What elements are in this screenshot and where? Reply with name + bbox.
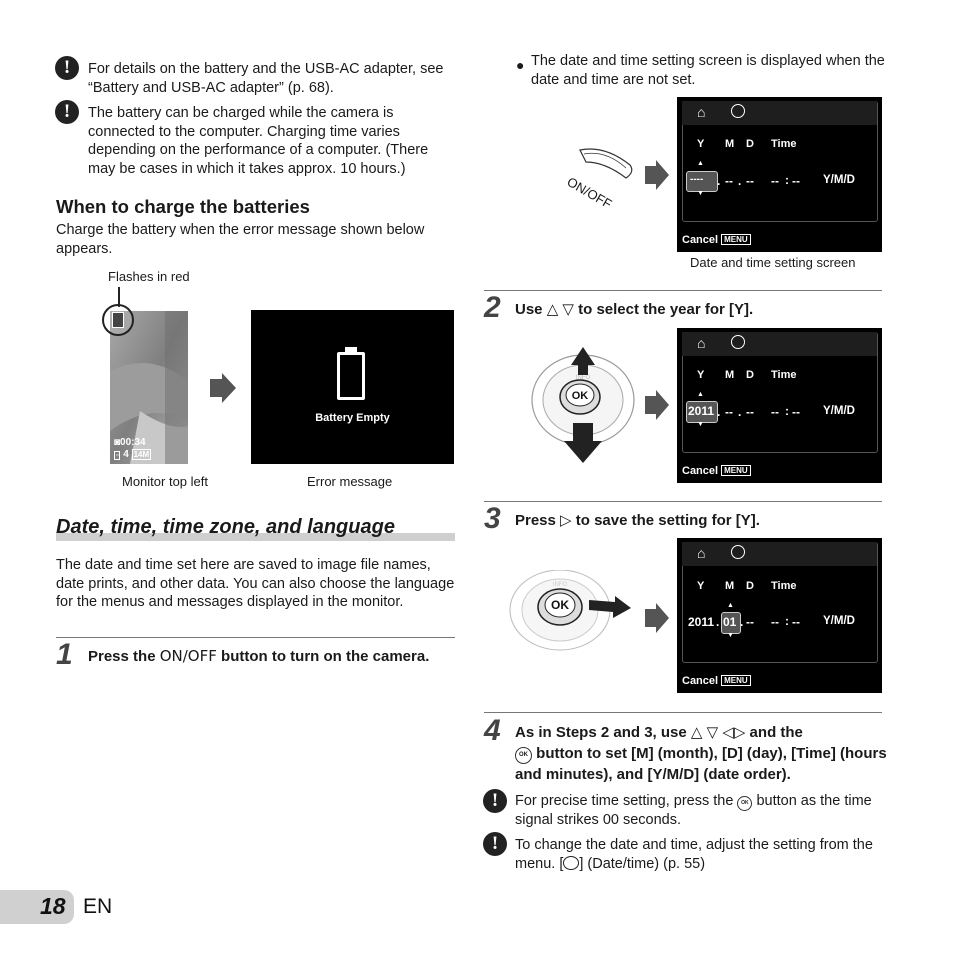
up-triangle-icon: △ xyxy=(546,301,559,318)
step1-rule xyxy=(56,637,455,638)
label-y: Y xyxy=(697,369,705,381)
step3-text xyxy=(515,510,760,531)
caution-icon: ! xyxy=(483,832,507,856)
dial-right-illustration xyxy=(505,570,635,660)
label-y: Y xyxy=(697,138,705,150)
battery-small-icon xyxy=(112,312,124,328)
clock-icon xyxy=(731,335,745,349)
onoff-key-label: ON/OFF xyxy=(159,647,217,665)
monitor-time-value: 00:34 xyxy=(120,437,146,448)
cancel-text: Cancel xyxy=(682,234,719,246)
step3-text-b: to save the setting for [Y]. xyxy=(571,512,760,529)
cancel-text: Cancel xyxy=(682,675,719,687)
cancel-label xyxy=(682,234,751,246)
label-d: D xyxy=(746,580,754,592)
language-code: EN xyxy=(83,895,113,918)
menu-button-icon: MENU xyxy=(721,675,751,686)
day-value: -- xyxy=(746,615,754,629)
monitor-size-value: 14M xyxy=(133,450,150,459)
sep-dot-2: . xyxy=(738,405,742,419)
monitor-time xyxy=(114,437,146,448)
step2-text-b: to select the year for [Y]. xyxy=(573,301,754,318)
flashes-label: Flashes in red xyxy=(108,269,190,284)
ok-button-label: OK xyxy=(571,390,589,402)
month-value: -- xyxy=(725,405,733,419)
minute-value: -- xyxy=(792,405,800,419)
ok-button-label: OK xyxy=(551,598,569,612)
step3-number: 3 xyxy=(484,502,501,535)
sep-dot-1: . xyxy=(716,615,720,629)
down-caret: ▼ xyxy=(697,190,704,197)
label-d: D xyxy=(746,369,754,381)
step2-text-a: Use xyxy=(515,301,547,318)
bullet-dot: ● xyxy=(516,57,525,73)
charge-body: Charge the battery when the error message shown below appears. xyxy=(56,222,425,257)
ok-circle-icon: OK xyxy=(737,796,752,811)
label-time: Time xyxy=(771,369,797,381)
year-value: 2011 xyxy=(688,404,715,418)
note-battery-details: For details on the battery and the USB-AC adapter, see “Battery and USB-AC adapter” (p. 68). xyxy=(88,61,444,96)
year-value: ---- xyxy=(690,174,704,185)
clock-icon xyxy=(563,856,579,870)
minute-value: -- xyxy=(792,174,800,188)
month-value: 01 xyxy=(723,615,737,629)
monitor-count xyxy=(114,449,151,460)
label-time: Time xyxy=(771,138,797,150)
section-title: Date, time, time zone, and language xyxy=(56,516,395,538)
step1-number: 1 xyxy=(56,638,73,671)
right-bullet-text: The date and time setting screen is displayed when the date and time are not set. xyxy=(531,53,885,88)
minute-value: -- xyxy=(792,615,800,629)
hour-value: -- xyxy=(771,174,779,188)
label-m: M xyxy=(725,580,735,592)
home-icon: ⌂ xyxy=(697,104,706,120)
note-change-date-b: ] (Date/time) (p. 55) xyxy=(579,855,706,872)
home-icon: ⌂ xyxy=(697,335,706,351)
direction-triangles-icon: △ ▽ ◁▷ xyxy=(690,724,746,741)
screen-caption: Date and time setting screen xyxy=(690,255,856,270)
step1-text-b: button to turn on the camera. xyxy=(216,648,430,665)
step4-text-b: and the xyxy=(745,724,803,741)
sep-dot-1: . xyxy=(717,174,721,188)
clock-icon xyxy=(731,545,745,559)
sep-dot-2: . xyxy=(740,615,744,629)
hour-value: -- xyxy=(771,615,779,629)
hour-value: -- xyxy=(771,405,779,419)
note-precise-time-a: For precise time setting, press the xyxy=(515,793,738,809)
onoff-label: ON/OFF xyxy=(564,174,615,212)
section-body: The date and time set here are saved to image file names, date prints, and other data. You can also choose the language for the menus and messages displayed in the monitor. xyxy=(56,557,455,610)
info-label: INFO xyxy=(552,582,568,588)
date-order-value: Y/M/D xyxy=(823,405,855,417)
sep-dot-2: . xyxy=(738,174,742,188)
step4-number: 4 xyxy=(484,714,501,747)
battery-empty-icon xyxy=(337,352,365,400)
dial-updown-illustration xyxy=(528,345,638,465)
step4-text xyxy=(515,722,887,785)
caution-icon: ! xyxy=(483,789,507,813)
sep-dot-1: . xyxy=(717,405,721,419)
step1-text xyxy=(88,646,448,667)
screen-topbar xyxy=(682,332,877,356)
year-value: 2011 xyxy=(688,615,715,629)
up-caret: ▲ xyxy=(697,160,704,167)
date-screen-initial xyxy=(677,97,882,252)
screen-topbar xyxy=(682,101,877,125)
label-time: Time xyxy=(771,580,797,592)
note-change-date xyxy=(515,836,885,873)
page-number: 18 xyxy=(40,893,66,919)
label-m: M xyxy=(725,369,735,381)
cancel-label xyxy=(682,465,751,477)
error-screen xyxy=(251,310,454,464)
caution-icon: ! xyxy=(55,100,79,124)
up-caret: ▲ xyxy=(697,391,704,398)
home-icon: ⌂ xyxy=(697,545,706,561)
right-arrow-icon xyxy=(645,603,669,633)
step4-text-c: button to set [M] (month), [D] (day), [Time] (hours and minutes), and [Y/M/D] (date order). xyxy=(515,745,887,783)
step3-rule xyxy=(484,501,882,502)
step1-text-a: Press the xyxy=(88,648,160,665)
label-m: M xyxy=(725,138,735,150)
clock-icon xyxy=(731,104,745,118)
date-screen-month xyxy=(677,538,882,693)
date-order-value: Y/M/D xyxy=(823,174,855,186)
right-arrow-icon xyxy=(645,160,669,190)
step2-text xyxy=(515,299,753,320)
step4-text-a: As in Steps 2 and 3, use xyxy=(515,724,691,741)
caution-icon: ! xyxy=(55,56,79,80)
label-y: Y xyxy=(697,580,705,592)
date-order-value: Y/M/D xyxy=(823,615,855,627)
step2-rule xyxy=(484,290,882,291)
right-arrow-icon xyxy=(210,373,236,403)
step3-text-a: Press xyxy=(515,512,561,529)
down-caret: ▼ xyxy=(727,632,734,639)
note-precise-time-b: button as the time signal strikes 00 seconds. xyxy=(515,793,872,828)
time-colon: : xyxy=(785,404,789,418)
menu-button-icon: MENU xyxy=(721,465,751,476)
down-triangle-icon: ▽ xyxy=(562,301,574,318)
error-caption: Error message xyxy=(307,474,393,489)
monitor-caption: Monitor top left xyxy=(122,474,208,489)
day-value: -- xyxy=(746,174,754,188)
video-icon: ◙ xyxy=(114,437,121,448)
cancel-label xyxy=(682,675,751,687)
right-triangle-icon: ▷ xyxy=(560,512,572,529)
date-screen-year xyxy=(677,328,882,483)
note-precise-time xyxy=(515,792,885,830)
battery-terminal xyxy=(345,347,357,353)
battery-empty-text: Battery Empty xyxy=(315,412,390,424)
step4-rule xyxy=(484,712,882,713)
step2-number: 2 xyxy=(484,291,501,324)
time-colon: : xyxy=(785,614,789,628)
screen-topbar xyxy=(682,542,877,566)
monitor-count-value: 4 xyxy=(123,449,129,460)
right-arrow-icon xyxy=(645,390,669,420)
cancel-text: Cancel xyxy=(682,465,719,477)
up-caret: ▲ xyxy=(727,602,734,609)
label-d: D xyxy=(746,138,754,150)
month-value: -- xyxy=(725,174,733,188)
ok-circle-icon: OK xyxy=(515,747,532,764)
time-colon: : xyxy=(785,173,789,187)
note-charging-computer: The battery can be charged while the camera is connected to the computer. Charging time varies depending on the performance of a computer. (There may be cases in which it takes approx. 10 hours.) xyxy=(88,105,429,177)
info-label: INFO xyxy=(575,375,591,381)
menu-button-icon: MENU xyxy=(721,234,751,245)
charge-heading: When to charge the batteries xyxy=(56,196,310,217)
card-icon: ▫ xyxy=(116,452,119,459)
day-value: -- xyxy=(746,405,754,419)
note-change-date-a: To change the date and time, adjust the setting from the menu. [ xyxy=(515,837,873,872)
down-caret: ▼ xyxy=(697,421,704,428)
